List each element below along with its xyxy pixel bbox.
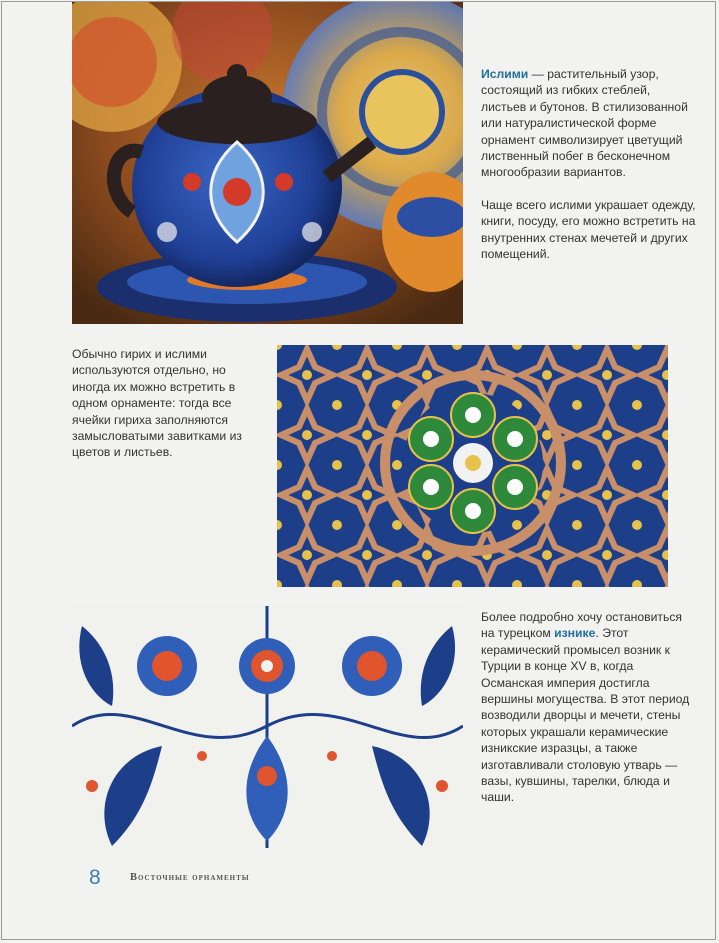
iznik-term: изнике xyxy=(554,626,596,641)
page-number: 8 xyxy=(89,866,101,889)
islimi-usage-paragraph: Чаще всего ислими украшает одежду, книги, посуду, его можно встретить на внутренних стенах мечетей и других помещений. xyxy=(481,197,696,262)
iznik-tiles-photo xyxy=(72,606,463,848)
islimi-text-block xyxy=(481,66,696,278)
islimi-paragraph xyxy=(481,66,696,181)
running-footer-title: Восточные орнаменты xyxy=(130,872,250,883)
islimi-definition: — растительный узор, состоящий из гибких стеблей, листьев и бутонов. В стилизованной или натуралистической форме орнамент символизирует цветущий лиственный побег в бесконечном многообразии вариантов. xyxy=(481,67,688,180)
iznik-text-after: . Этот керамический промысел возник к Турции в конце XV в, когда Османская империя достигла вершины могущества. В этот период возводили дворцы и мечети, стены которых украшали керамические изникские изразцы, а также изготавливали столовую утварь — вазы, кувшины, тарелки, блюда и чаши. xyxy=(481,626,690,805)
iznik-paragraph xyxy=(481,609,696,806)
girih-paragraph: Обычно гирих и ислими используются отдельно, но иногда их можно встретить в одном орнаменте: тогда все ячейки гириха заполняются замысловатыми завитками из цветов и листьев. xyxy=(72,347,242,460)
iznik-text-block xyxy=(481,609,696,822)
girih-text-block xyxy=(72,346,262,477)
girih-mosaic-photo xyxy=(277,345,668,587)
iznik-text-before: Более подробно хочу остановиться на турецком xyxy=(481,610,683,641)
islimi-term: Ислими xyxy=(481,67,529,81)
teapot-photo xyxy=(72,2,463,324)
